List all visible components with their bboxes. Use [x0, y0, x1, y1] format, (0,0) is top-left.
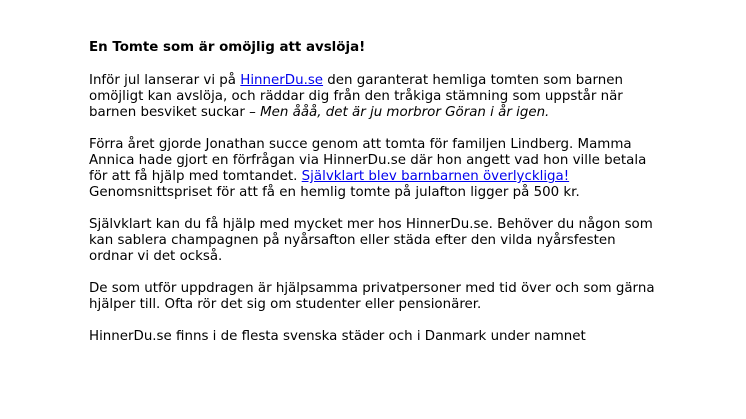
paragraph-intro-text: Inför jul lanserar vi på	[89, 73, 241, 88]
paragraph-jonathan-text: Förra året gjorde Jonathan succe genom att tomta för familjen Lindberg. Mamma Annica hade gjort en förfrågan via HinnerDu.se där hon angett vad hon ville betala för att få hjälp med tomtandet.	[89, 137, 647, 184]
hinnerdu-link[interactable]: HinnerDu.se	[240, 73, 324, 88]
paragraph-intro-text-2: den garanterat hemliga tomten som barnen omöjligt kan avslöja, och räddar dig från den tråkiga stämning som uppstår när barnen besviket suckar –	[89, 73, 623, 120]
overlyckliga-link[interactable]: Självklart blev barnbarnen överlyckliga!	[301, 169, 570, 184]
paragraph-more-help: Självklart kan du få hjälp med mycket mer hos HinnerDu.se. Behöver du någon som kan sablera champagnen på nyårsafton eller städa efter den vilda nyårsfesten ordnar vi det också.	[89, 217, 653, 264]
paragraph-intro	[89, 73, 649, 121]
document-body	[89, 40, 689, 361]
paragraph-jonathan-text-2: Genomsnittspriset för att få en hemlig tomte på julafton ligger på 500 kr.	[89, 185, 580, 200]
paragraph-jonathan	[89, 137, 659, 201]
paragraph-helpers: De som utför uppdragen är hjälpsamma privatpersoner med tid över och som gärna hjälper till. Ofta rör det sig om studenter eller pensionärer.	[89, 281, 655, 312]
document-title: En Tomte som är omöjlig att avslöja!	[89, 40, 366, 55]
paragraph-cities: HinnerDu.se finns i de flesta svenska städer och i Danmark under namnet	[89, 329, 586, 344]
quote-text: Men ååå, det är ju morbror Göran i år igen.	[260, 105, 550, 120]
